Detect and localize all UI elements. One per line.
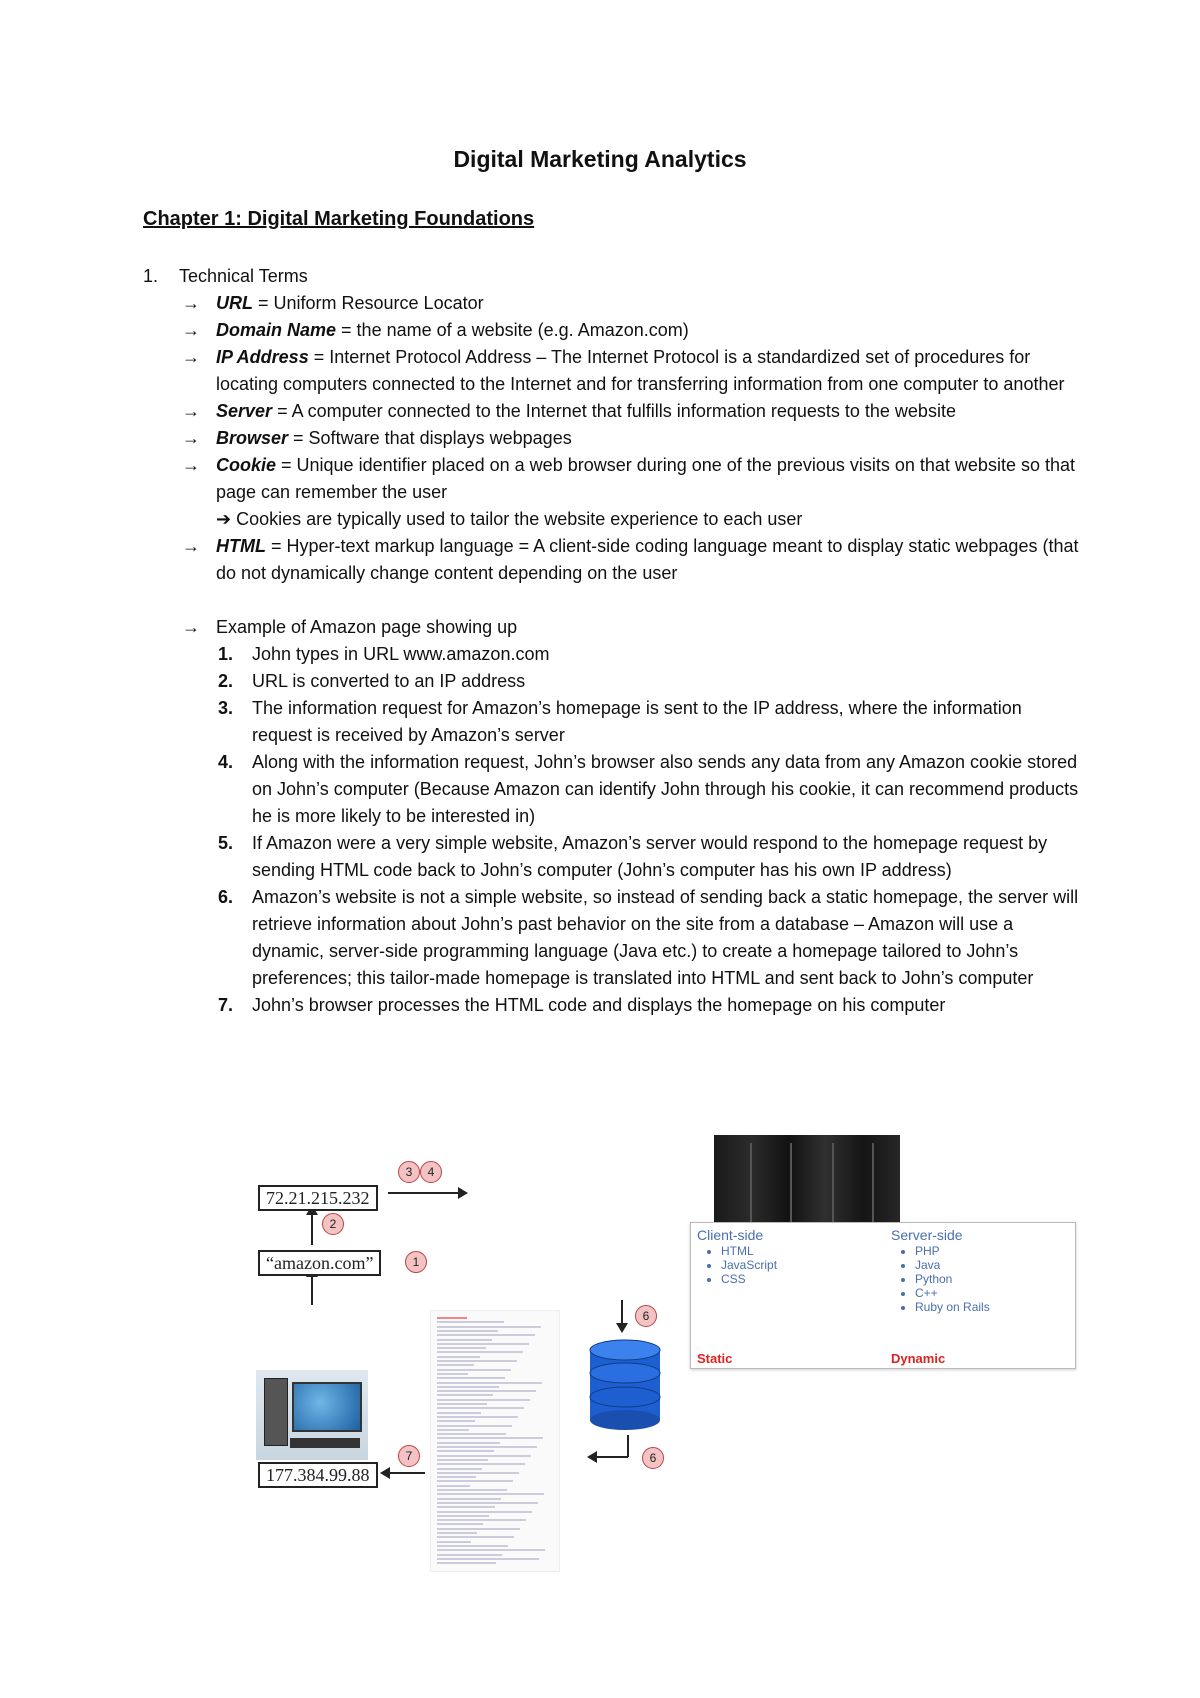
code-line [437,1403,487,1405]
code-line [437,1489,507,1491]
client-language-item: • JavaScript [721,1258,777,1272]
section-number: 1. [143,266,159,286]
code-line [437,1502,538,1504]
code-line [437,1468,482,1470]
step-number: 2. [218,671,234,691]
code-line [437,1377,505,1379]
code-line [437,1528,520,1530]
code-line [437,1334,535,1336]
code-line [437,1549,545,1551]
code-line [437,1407,524,1409]
term-item [143,452,1083,506]
code-line [437,1399,530,1401]
server-side-heading: Server-side [891,1227,963,1243]
code-line [437,1480,513,1482]
step-number: 3. [218,698,234,718]
term-key: HTML [216,536,266,556]
code-line [437,1317,467,1319]
code-line [437,1498,501,1500]
arrow-icon: → [182,617,200,637]
code-line [437,1416,518,1418]
code-line [437,1429,469,1431]
code-line [437,1369,511,1371]
arrow-icon: → [182,536,200,556]
code-line [437,1545,508,1547]
steps-list [143,641,1083,1019]
step-text: The information request for Amazon’s homepage is sent to the IP address, where the information request is received by Amazon’s server [252,698,1022,745]
code-line [437,1420,475,1422]
term-item [143,317,1083,344]
code-line [437,1532,477,1534]
code-line [437,1463,525,1465]
server-language-item: • PHP [915,1244,990,1258]
server-language-item: • Java [915,1258,990,1272]
arrow-icon: → [182,428,200,448]
client-side-column [697,1227,777,1286]
computer-icon [256,1370,368,1460]
step-item [143,668,1083,695]
client-ip-box: 177.384.99.88 [258,1462,378,1488]
step-item [143,992,1083,1019]
arrow-icon: → [182,401,200,421]
term-item [143,290,1083,317]
term-definition: = Software that displays webpages [288,428,572,448]
step-item [143,695,1083,749]
term-item [143,344,1083,398]
term-key: IP Address [216,347,309,367]
example-heading-item [143,614,1083,641]
code-line [437,1554,502,1556]
term-key: Cookie [216,455,277,475]
code-line [437,1437,543,1439]
cookie-note: ➔ Cookies are typically used to tailor the website experience to each user [216,509,803,529]
document-title: Digital Marketing Analytics [453,146,747,172]
step-badge-6a: 6 [635,1305,657,1327]
code-line [437,1347,486,1349]
code-line [437,1433,506,1435]
step-item [143,884,1083,992]
arrow-icon: → [182,320,200,340]
server-language-item: • C++ [915,1286,990,1300]
dynamic-label: Dynamic [891,1351,946,1366]
code-line [437,1519,526,1521]
term-item [143,398,1083,425]
server-side-column [891,1227,990,1314]
code-line [437,1339,492,1341]
code-line [437,1321,504,1323]
database-icon [590,1340,660,1430]
server-ip-box: 72.21.215.232 [258,1185,378,1211]
static-label: Static [697,1351,733,1366]
arrow-icon: → [182,347,200,367]
step-number: 4. [218,752,234,772]
term-key: URL [216,293,253,313]
step-text: John’s browser processes the HTML code and displays the homepage on his computer [252,995,946,1015]
arrow-icon: → [182,455,200,475]
code-line [437,1523,483,1525]
code-line [437,1394,493,1396]
term-item [143,425,1083,452]
step-text: Amazon’s website is not a simple website, so instead of sending back a static homepage, the server will retrieve information about John’s past behavior on the site from a database – Amazon will use a dynamic, server-side programming language (Java etc.) to create a homepage tailored to John’s preferences; this tailor-made homepage is translated into HTML and sent back to John’s computer [252,887,1079,988]
code-line [437,1425,512,1427]
code-line [437,1493,544,1495]
step-text: URL is converted to an IP address [252,671,526,691]
code-line [437,1442,500,1444]
client-side-list [697,1244,777,1286]
code-line [437,1472,519,1474]
code-line [437,1558,539,1560]
code-line [437,1386,499,1388]
code-line [437,1382,542,1384]
step-badge-4: 4 [420,1161,442,1183]
code-line [437,1562,496,1564]
server-side-list [891,1244,990,1314]
code-line [437,1360,517,1362]
client-language-item: • CSS [721,1272,777,1286]
term-item [143,533,1083,587]
server-language-item: • Python [915,1272,990,1286]
step-item [143,749,1083,830]
code-line [437,1506,495,1508]
code-line [437,1459,488,1461]
code-line [437,1412,481,1414]
term-key: Domain Name [216,320,337,340]
code-line [437,1485,470,1487]
server-language-item: • Ruby on Rails [915,1300,990,1314]
code-line [437,1390,536,1392]
domain-box: “amazon.com” [258,1250,381,1276]
step-item [143,830,1083,884]
code-line [437,1351,523,1353]
code-line [437,1450,494,1452]
code-line [437,1541,471,1543]
term-key: Server [216,401,273,421]
step-badge-1: 1 [405,1251,427,1273]
term-definition: = Hyper-text markup language = A client-side coding language meant to display static webpages (that do not dynamically change content depending on the user [216,536,1079,583]
term-definition: = Unique identifier placed on a web browser during one of the previous visits on that website so that page can remember the user [216,455,1075,502]
code-line [437,1476,476,1478]
code-line [437,1356,480,1358]
html-code-thumbnail [430,1310,560,1572]
term-key: Browser [216,428,289,448]
example-heading: Example of Amazon page showing up [216,617,518,637]
step-text: Along with the information request, John’s browser also sends any data from any Amazon cookie stored on John’s computer (Because Amazon can identify John through his cookie, it can recommend products he is more likely to be interested in) [252,752,1079,826]
section-label: Technical Terms [179,266,308,286]
step-item [143,641,1083,668]
step-number: 1. [218,644,234,664]
term-definition: = A computer connected to the Internet that fulfills information requests to the website [272,401,956,421]
step-number: 7. [218,995,234,1015]
code-line [437,1515,489,1517]
code-line [437,1364,474,1366]
code-line [437,1330,498,1332]
chapter-heading: Chapter 1: Digital Marketing Foundations [143,208,535,230]
step-badge-3: 3 [398,1161,420,1183]
step-badge-6b: 6 [642,1447,664,1469]
step-number: 6. [218,887,234,907]
term-definition: = the name of a website (e.g. Amazon.com) [336,320,689,340]
code-line [437,1511,532,1513]
code-line [437,1373,468,1375]
client-language-item: • HTML [721,1244,777,1258]
terms-list [143,290,1083,587]
code-line [437,1343,529,1345]
client-side-heading: Client-side [697,1227,764,1243]
step-badge-7: 7 [398,1445,420,1467]
term-definition: = Internet Protocol Address – The Internet Protocol is a standardized set of procedures for locating computers connected to the Internet and for transferring information from one computer to another [216,347,1065,394]
code-line [437,1455,531,1457]
step-text: John types in URL www.amazon.com [252,644,550,664]
document-body [143,263,1083,1019]
code-line [437,1536,514,1538]
term-definition: = Uniform Resource Locator [253,293,484,313]
step-number: 5. [218,833,234,853]
arrow-icon: → [182,293,200,313]
code-line [437,1446,537,1448]
step-badge-2: 2 [322,1213,344,1235]
code-line [437,1326,541,1328]
language-comparison-table [690,1222,1076,1369]
section-heading [143,263,1083,290]
step-text: If Amazon were a very simple website, Amazon’s server would respond to the homepage request by sending HTML code back to John’s computer (John’s computer has his own IP address) [252,833,1048,880]
